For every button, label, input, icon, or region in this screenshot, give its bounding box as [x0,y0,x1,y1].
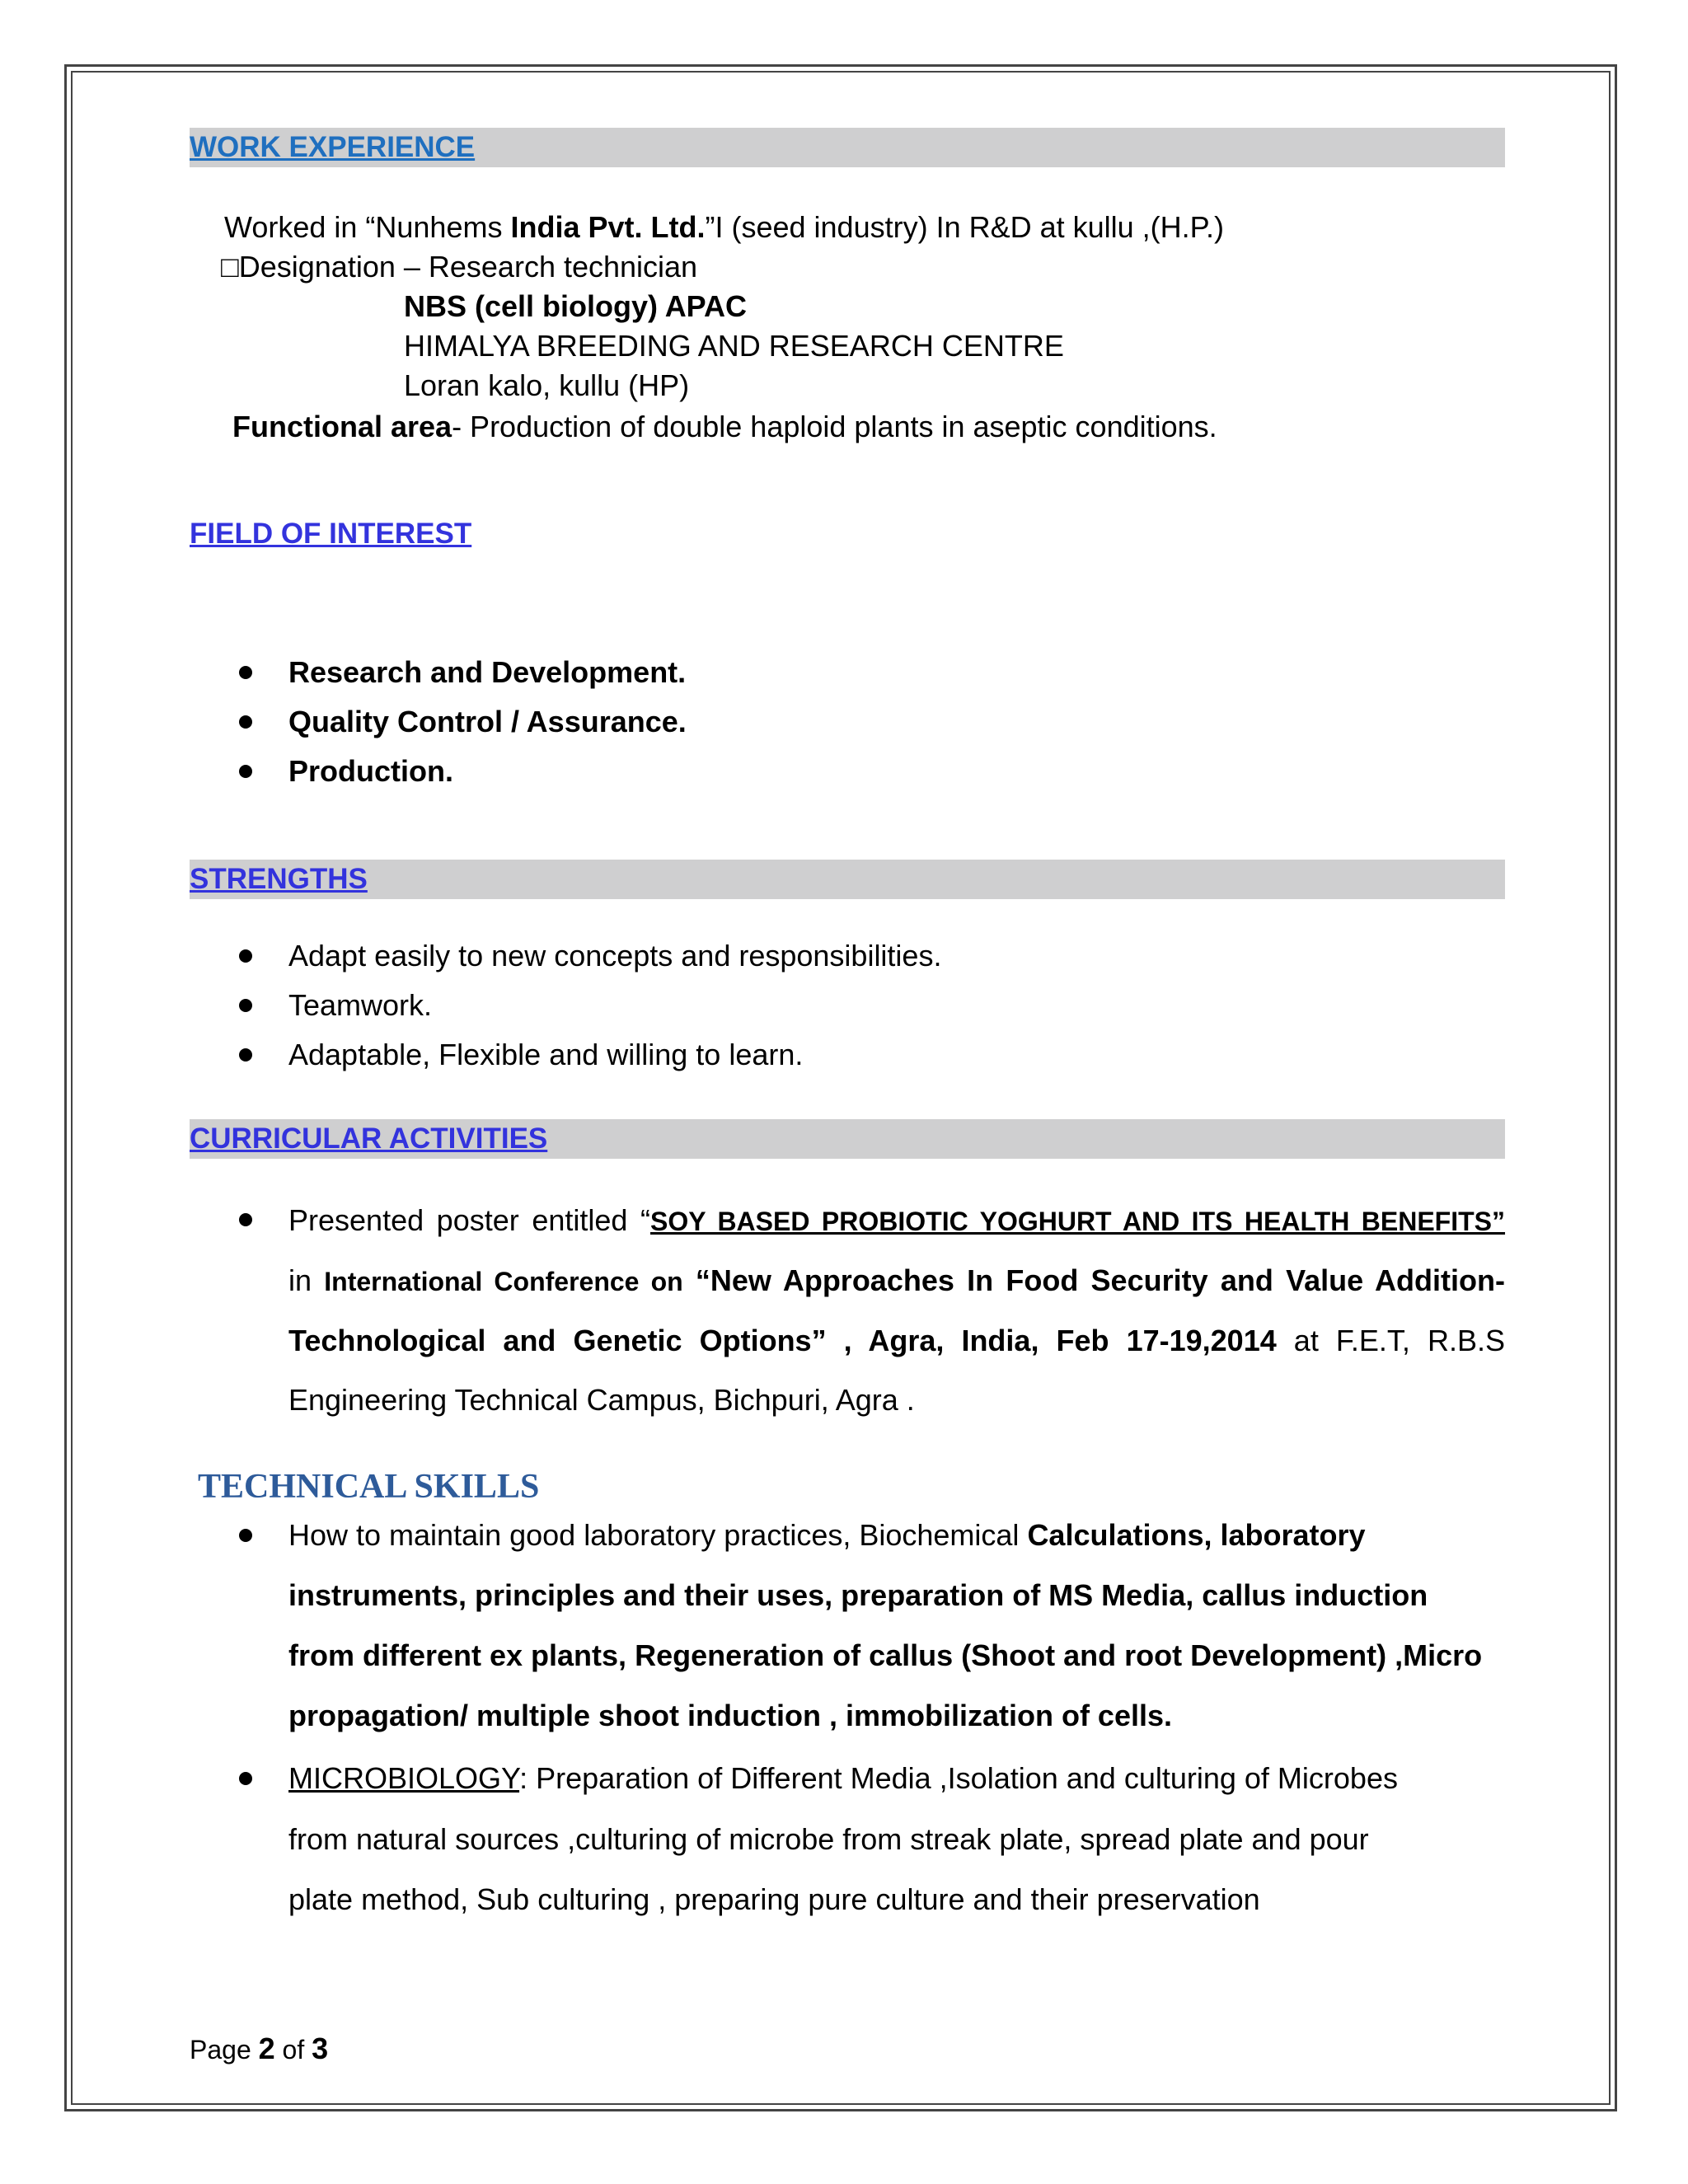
skill-1-line-1 [288,1517,1366,1554]
curricular-line-2 [288,1250,1505,1312]
functional-area-text: - Production of double haploid plants in aseptic conditions. [452,410,1217,443]
skill-1-line-4: propagation/ multiple shoot induction , immobilization of cells. [288,1699,1173,1732]
conference-venue: at F.E.T, R.B.S [1276,1324,1505,1357]
curricular-line-4: Engineering Technical Campus, Bichpuri, Agra . [288,1383,915,1417]
curricular-line-1 [288,1190,1505,1252]
centre-name: HIMALYA BREEDING AND RESEARCH CENTRE [404,329,1064,363]
bullet-icon [239,1213,252,1226]
current-page: 2 [258,2032,275,2065]
bullet-icon [239,949,252,963]
strengths-band [190,860,1505,899]
curricular-heading: CURRICULAR ACTIVITIES [190,1122,548,1155]
conference-details: Technological and Genetic Options” , Agra, India, Feb 17-19,2014 [288,1324,1277,1357]
work-experience-employer-line [224,209,1224,246]
designation-line: □Designation – Research technician [221,250,698,284]
skill-1-bold: Calculations, laboratory [1027,1518,1366,1552]
bullet-icon [239,1772,252,1785]
skill-2-line-3: plate method, Sub culturing , preparing pure culture and their preservation [288,1882,1260,1916]
bullet-icon [239,1048,252,1062]
bullet-icon [239,715,252,729]
conference-in: in [288,1263,325,1297]
poster-intro: Presented poster entitled “ [288,1203,650,1237]
skill-1-line-3: from different ex plants, Regeneration of callus (Shoot and root Development) ,Micro [288,1638,1483,1672]
strength-item: Teamwork. [288,988,433,1022]
work-experience-heading: WORK EXPERIENCE [190,131,476,163]
employer-text-post: ”I (seed industry) In R&D at kullu ,(H.P.) [705,210,1225,244]
page-number [190,2032,328,2066]
poster-title: SOY BASED PROBIOTIC YOGHURT AND ITS HEALTH BENEFITS” [649,1207,1506,1236]
strength-item: Adapt easily to new concepts and responsibilities. [288,939,942,972]
total-pages: 3 [312,2032,329,2065]
microbiology-label: MICROBIOLOGY [288,1761,520,1795]
curricular-line-3 [288,1310,1505,1371]
location-text: Loran kalo, kullu (HP) [404,368,690,402]
bullet-icon [239,999,252,1012]
interest-item: Production. [288,754,453,788]
skill-2-line-1 [288,1760,1398,1797]
skill-2-line-2: from natural sources ,culturing of microbe from streak plate, spread plate and pour [288,1822,1369,1856]
conference-label: International Conference on [324,1267,683,1296]
of-word: of [274,2035,312,2064]
interest-item: Quality Control / Assurance. [288,705,687,738]
field-of-interest-heading: FIELD OF INTEREST [190,518,472,550]
skill-1-intro: How to maintain good laboratory practices, Biochemical [288,1518,1028,1552]
page-border-inner [71,71,1611,2105]
employer-text-pre: Worked in “Nunhems [224,210,511,244]
bullet-icon [239,765,252,778]
bullet-icon [239,1529,252,1542]
unit-name: NBS (cell biology) APAC [404,289,748,323]
strengths-heading: STRENGTHS [190,863,368,895]
conference-title: “New Approaches In Food Security and Value Addition- [682,1263,1505,1297]
skill-1-line-2: instruments, principles and their uses, preparation of MS Media, callus induction [288,1578,1428,1612]
page-word: Page [190,2035,259,2064]
interest-item: Research and Development. [288,655,687,689]
strength-item: Adaptable, Flexible and willing to learn. [288,1038,804,1071]
microbiology-text: : Preparation of Different Media ,Isolation and culturing of Microbes [519,1761,1398,1795]
employer-name: India Pvt. Ltd. [510,210,706,244]
functional-area-line [232,409,1217,445]
functional-area-label: Functional area [232,410,452,443]
bullet-icon [239,666,252,679]
technical-skills-heading: TECHNICAL SKILLS [198,1468,540,1506]
